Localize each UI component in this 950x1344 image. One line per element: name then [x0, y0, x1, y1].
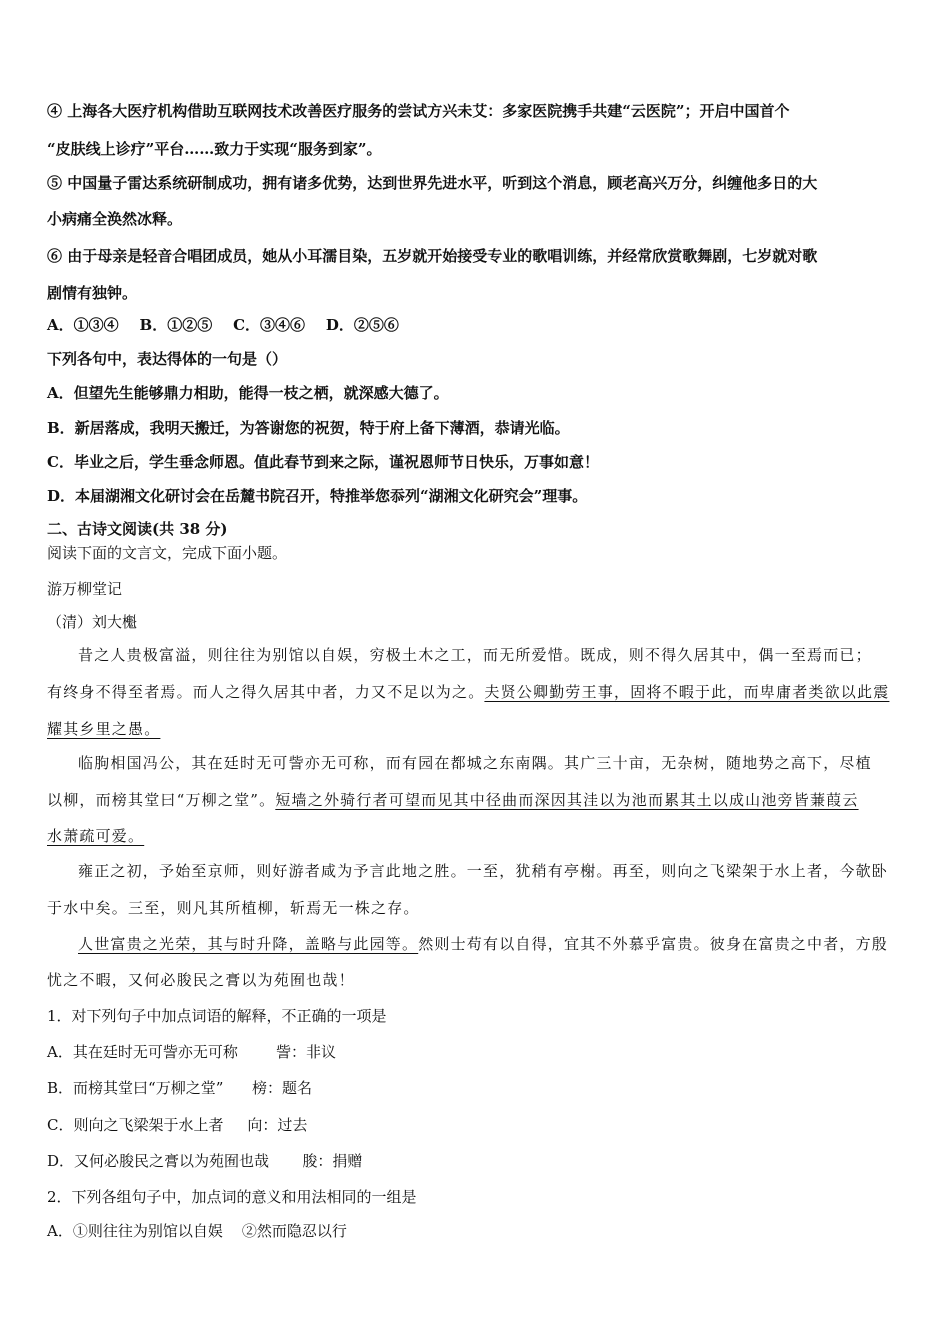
underlined-text: 短墙之外骑行者可望而见其中径曲而深因其洼以为池而累其土以成山池旁皆蒹葭云 [275, 791, 859, 809]
underlined-text: 夫贤公卿勤劳王事，固将不暇于此，而卑庸者类欲以此震 [484, 683, 890, 701]
question-1-option-a: A．其在廷时无可訾亦无可称 訾：非议 [47, 1043, 336, 1061]
question-2-option-a: A．①则往往为别馆以自娱 ②然而隐忍以行 [47, 1222, 347, 1240]
reading-instruction: 阅读下面的文言文，完成下面小题。 [47, 544, 288, 562]
option-item-5-line1: ⑤ 中国量子雷达系统研制成功，拥有诸多优势，达到世界先进水平，听到这个消息，顾老高兴万分，纠缠他多日的大 [47, 174, 818, 192]
question-1-option-c: C．则向之飞梁架于水上者 向：过去 [47, 1116, 308, 1134]
option-item-4-line2: “皮肤线上诊疗”平台……致力于实现“服务到家”。 [47, 140, 382, 158]
question-1-option-d: D．又何必朘民之膏以为苑囿也哉 朘：捐赠 [47, 1152, 363, 1170]
question-1-stem: 1．对下列句子中加点词语的解释，不正确的一项是 [47, 1007, 387, 1025]
paragraph-2-line1: 临朐相国冯公，其在廷时无可訾亦无可称，而有园在都城之东南隅。其广三十亩，无杂树，随地势之高下，尽植 [78, 754, 872, 772]
paragraph-3-line2: 于水中矣。三至，则凡其所植柳，斩焉无一株之存。 [47, 899, 420, 917]
option-item-6-line1: ⑥ 由于母亲是轻音合唱团成员，她从小耳濡目染，五岁就开始接受专业的歌唱训练，并经常欣赏歌舞剧，七岁就对歌 [47, 247, 818, 265]
paragraph-1-line2 [47, 682, 889, 702]
plain-text: 有终身不得至者焉。而人之得久居其中者，力又不足以为之。 [47, 683, 485, 701]
plain-text: 以柳，而榜其堂曰“万柳之堂”。 [47, 791, 276, 809]
paragraph-2-line2 [47, 790, 859, 810]
passage-title: 游万柳堂记 [47, 580, 123, 598]
choice-d: D．本届湖湘文化研讨会在岳麓书院召开，特推举您忝列“湖湘文化研究会”理事。 [47, 487, 588, 505]
paragraph-1-line1: 昔之人贵极富溢，则往往为别馆以自娱，穷极土木之工，而无所爱惜。既成，则不得久居其中，偶一至焉而已； [78, 646, 872, 664]
paragraph-4-line1 [78, 934, 888, 954]
question-stem-appropriate: 下列各句中，表达得体的一句是（） [47, 350, 288, 368]
plain-text: 然则士苟有以自得，宜其不外慕乎富贵。彼身在富贵之中者，方殷 [418, 935, 889, 953]
option-item-4-line1: ④ 上海各大医疗机构借助互联网技术改善医疗服务的尝试方兴未艾：多家医院携手共建“云医院”；开启中国首个 [47, 102, 790, 120]
question-1-option-b: B．而榜其堂曰“万柳之堂” 榜：题名 [47, 1079, 312, 1097]
choice-b: B．新居落成，我明天搬迁，为答谢您的祝贺，特于府上备下薄酒，恭请光临。 [47, 419, 570, 437]
paragraph-3-line1: 雍正之初，予始至京师，则好游者咸为予言此地之胜。一至，犹稍有亭榭。再至，则向之飞梁架于水上者，今欹卧 [78, 862, 889, 880]
answer-choices: A．①③④ B．①②⑤ C．③④⑥ D．②⑤⑥ [47, 316, 399, 334]
choice-c: C．毕业之后，学生垂念师恩。值此春节到来之际，谨祝恩师节日快乐，万事如意！ [47, 453, 599, 471]
option-item-6-line2: 剧情有独钟。 [47, 284, 138, 302]
underlined-text: 人世富贵之光荣，其与时升降，盖略与此园等。 [78, 935, 419, 953]
option-item-5-line2: 小病痛全涣然冰释。 [47, 210, 183, 228]
paragraph-4-line2: 忧之不暇，又何必朘民之膏以为苑囿也哉！ [47, 971, 355, 989]
paragraph-2-line3: 水萧疏可爱。 [47, 827, 145, 845]
section-heading: 二、古诗文阅读(共 38 分) [47, 520, 228, 538]
question-2-stem: 2．下列各组句子中，加点词的意义和用法相同的一组是 [47, 1188, 417, 1206]
passage-author: （清）刘大櫆 [47, 613, 138, 631]
paragraph-1-line3: 耀其乡里之愚。 [47, 720, 161, 738]
choice-a: A．但望先生能够鼎力相助，能得一枝之栖，就深感大德了。 [47, 384, 449, 402]
